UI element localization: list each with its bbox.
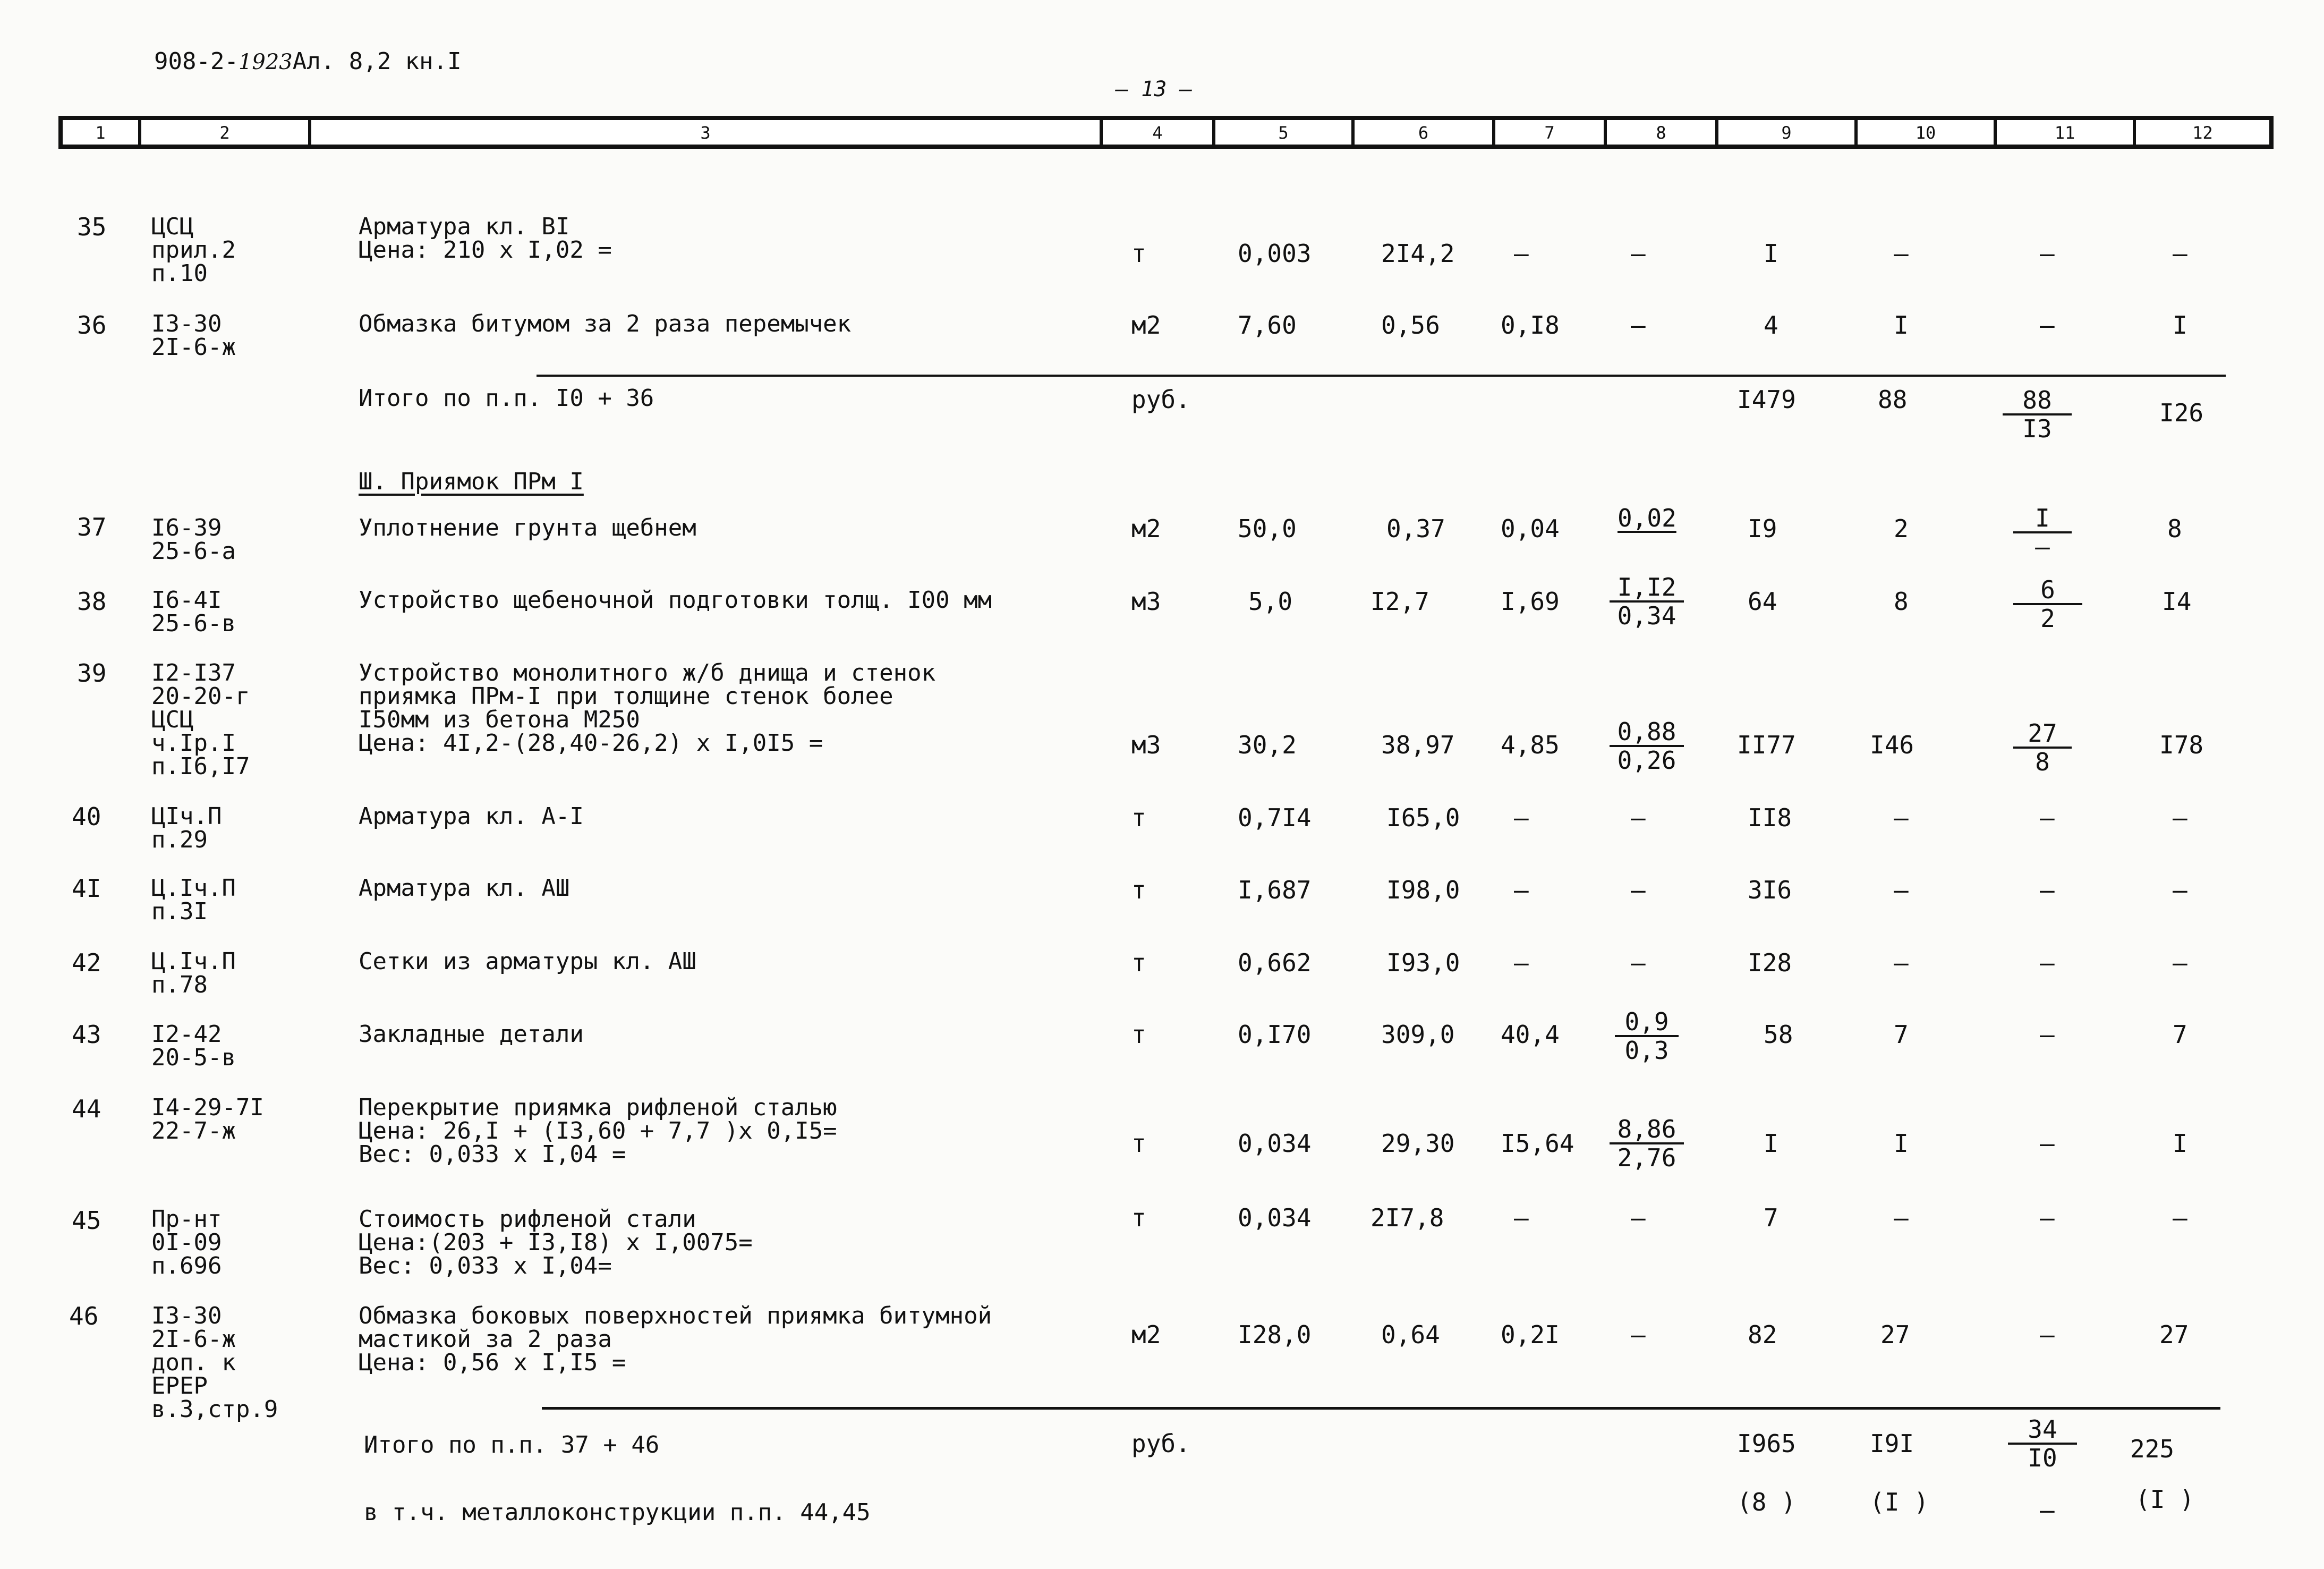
row-col8: –	[1631, 311, 1646, 340]
row-col11: –	[2040, 311, 2055, 340]
row-col9: 3I6	[1748, 876, 1792, 904]
row-col7: 40,4	[1501, 1020, 1560, 1049]
row-col8: –	[1631, 948, 1646, 977]
row-col9: I9	[1748, 514, 1777, 543]
row-col7: –	[1514, 803, 1529, 832]
col-7-header: 7	[1495, 120, 1607, 145]
row-unit: т	[1131, 948, 1146, 977]
row-number: 39	[77, 659, 107, 688]
col-2-header: 2	[141, 120, 311, 145]
subtotal-col12: I26	[2159, 398, 2204, 427]
row-price: I98,0	[1386, 876, 1460, 904]
row-col8-fraction: $\frac{0,88}{0,26}$	[1610, 718, 1684, 774]
row-description: Перекрытие приямка рифленой сталью Цена: 26,I + (I3,60 + 7,7 )х 0,I5= Вес: 0,033 х I,04 =	[359, 1094, 837, 1168]
row-quantity: 5,0	[1248, 587, 1293, 616]
row-price: 38,97	[1381, 731, 1455, 759]
row-price: 2I7,8	[1370, 1203, 1444, 1232]
row-quantity: 0,034	[1238, 1203, 1312, 1232]
row-col9: 64	[1748, 587, 1777, 616]
subtotal-label: Итого по п.п. I0 + 36	[359, 385, 654, 412]
doc-id-tail: Ал. 8,2 кн.I	[292, 48, 462, 75]
row-quantity: 0,003	[1238, 239, 1312, 268]
row-col12: I	[2173, 1129, 2187, 1158]
row-col12: –	[2173, 239, 2187, 268]
row-code: I6-4I 25-6-в	[151, 587, 236, 637]
row-description: Уплотнение грунта щебнем	[359, 514, 696, 541]
row-col12: I	[2173, 311, 2187, 340]
doc-id-handwritten: 1923	[238, 50, 293, 74]
col-3-header: 3	[311, 120, 1103, 145]
row-col11: –	[2040, 1020, 2055, 1049]
col-5-header: 5	[1215, 120, 1355, 145]
row-col12: –	[2173, 1203, 2187, 1232]
row-col11: –	[2040, 803, 2055, 832]
col-10-header: 10	[1858, 120, 1997, 145]
row-number: 40	[72, 802, 101, 831]
row-col12: 27	[2159, 1320, 2189, 1349]
row-unit: м2	[1131, 1320, 1161, 1349]
row-description: Закладные детали	[359, 1021, 584, 1048]
row-code: ЦСЦ прил.2 п.10	[151, 213, 236, 287]
row-code: Ц.Iч.П п.78	[151, 948, 236, 998]
row-col7: –	[1514, 239, 1529, 268]
col-11-header: 11	[1997, 120, 2136, 145]
row-description: Устройство щебеночной подготовки толщ. I00 мм	[359, 587, 992, 614]
row-unit: м3	[1131, 731, 1161, 759]
doc-id-prefix: 908-2-	[154, 48, 239, 75]
row-number: 44	[72, 1095, 101, 1123]
row-col10: –	[1894, 1203, 1909, 1232]
row-code: ЦIч.П п.29	[151, 803, 222, 853]
subtotal-col10: I9I	[1870, 1429, 1914, 1458]
row-col12: –	[2173, 876, 2187, 904]
row-col7: 0,I8	[1501, 311, 1560, 340]
row-number: 35	[77, 213, 107, 241]
row-col12: –	[2173, 948, 2187, 977]
row-unit: т	[1131, 876, 1146, 904]
metal-col9: (8 )	[1737, 1488, 1796, 1516]
row-col9: 7	[1764, 1203, 1778, 1232]
row-col9: I	[1764, 239, 1778, 268]
col-8-header: 8	[1607, 120, 1718, 145]
row-col8-fraction: $\frac{I,I2}{0,34}$	[1610, 574, 1684, 629]
row-col11: –	[2040, 948, 2055, 977]
metal-col10: (I )	[1870, 1488, 1929, 1516]
row-quantity: 30,2	[1238, 731, 1297, 759]
row-quantity: 0,I70	[1238, 1020, 1312, 1049]
row-price: 2I4,2	[1381, 239, 1455, 268]
row-col7: –	[1514, 1203, 1529, 1232]
subtotal-unit: руб.	[1131, 385, 1190, 414]
document-id	[154, 48, 462, 75]
row-col10: –	[1894, 876, 1909, 904]
row-col10: 2	[1894, 514, 1909, 543]
row-col7: –	[1514, 948, 1529, 977]
row-code: I3-30 2I-6-ж	[151, 310, 236, 361]
row-unit: т	[1131, 1020, 1146, 1049]
row-col11: –	[2040, 1320, 2055, 1349]
row-col10: –	[1894, 803, 1909, 832]
row-col12: 8	[2167, 514, 2182, 543]
row-col10: I46	[1870, 731, 1914, 759]
row-code: Ц.Iч.П п.3I	[151, 875, 236, 925]
metal-col11: –	[2040, 1496, 2055, 1524]
row-unit: т	[1131, 1203, 1146, 1232]
row-price: 309,0	[1381, 1020, 1455, 1049]
subtotal-col9: I965	[1737, 1429, 1796, 1458]
row-col7: 4,85	[1501, 731, 1560, 759]
row-col9: II8	[1748, 803, 1792, 832]
row-col7: I5,64	[1501, 1129, 1574, 1158]
row-col8: –	[1631, 1320, 1646, 1349]
row-col8: 0,02	[1618, 504, 1676, 532]
row-col12: I78	[2159, 731, 2204, 759]
col-12-header: 12	[2192, 123, 2213, 143]
row-col11-fraction: I –	[2013, 505, 2072, 560]
row-unit: т	[1131, 803, 1146, 832]
row-col8-fraction: $\frac{0,9}{0,3}$	[1615, 1008, 1679, 1064]
subtotal-rule	[537, 375, 2226, 377]
row-description: Сетки из арматуры кл. АШ	[359, 948, 696, 975]
row-quantity: 0,662	[1238, 948, 1312, 977]
subtotal-label: Итого по п.п. 37 + 46	[364, 1431, 660, 1458]
row-col7: I,69	[1501, 587, 1560, 616]
row-unit: м2	[1131, 311, 1161, 340]
row-number: 42	[72, 948, 101, 977]
row-description: Обмазка боковых поверхностей приямка битумной мастикой за 2 раза Цена: 0,56 х I,I5 =	[359, 1302, 992, 1376]
row-col11: –	[2040, 876, 2055, 904]
subtotal-col9: I479	[1737, 385, 1796, 414]
row-col10: –	[1894, 948, 1909, 977]
column-number-bar	[58, 116, 2274, 149]
row-col7: –	[1514, 876, 1529, 904]
row-unit: м3	[1131, 587, 1161, 616]
row-number: 4I	[72, 874, 101, 903]
row-description: Устройство монолитного ж/б днища и стенок приямка ПРм-I при толщине стенок более I50мм из бетона М250 Цена: 4I,2-(28,40-26,2) х I,0I5 =	[359, 659, 936, 757]
row-col8: –	[1631, 803, 1646, 832]
row-quantity: 0,034	[1238, 1129, 1312, 1158]
row-description: Обмазка битумом за 2 раза перемычек	[359, 310, 852, 337]
row-description: Арматура кл. А-I	[359, 803, 584, 830]
row-col9: 4	[1764, 311, 1778, 340]
row-col11-fraction: $\frac{6}{2}$	[2013, 576, 2082, 632]
col-6-header: 6	[1355, 120, 1495, 145]
subtotal-col11-fraction: $\frac{88}{I3}$	[2003, 387, 2072, 442]
row-col12: –	[2173, 803, 2187, 832]
row-code: I2-42 20-5-в	[151, 1021, 236, 1071]
row-col8-fraction: $\frac{8,86}{2,76}$	[1610, 1116, 1684, 1171]
row-col7: 0,2I	[1501, 1320, 1560, 1349]
row-price: 0,64	[1381, 1320, 1440, 1349]
subtotal-col10: 88	[1878, 385, 1908, 414]
row-unit: т	[1131, 239, 1146, 268]
row-col8: –	[1631, 1203, 1646, 1232]
row-quantity: 0,7I4	[1238, 803, 1312, 832]
row-col10: 8	[1894, 587, 1909, 616]
row-col9: I28	[1748, 948, 1792, 977]
row-price: 0,56	[1381, 311, 1440, 340]
row-price: 0,37	[1386, 514, 1445, 543]
row-quantity: 50,0	[1238, 514, 1297, 543]
row-code: Пр-нт 0I-09 п.696	[151, 1206, 222, 1279]
section-title: Ш. Приямок ПРм I	[359, 468, 584, 495]
row-number: 45	[72, 1206, 101, 1235]
row-code: I6-39 25-6-а	[151, 514, 236, 565]
row-number: 37	[77, 513, 107, 541]
row-quantity: I,687	[1238, 876, 1312, 904]
row-col9: 82	[1748, 1320, 1777, 1349]
row-col11: –	[2040, 239, 2055, 268]
col-4-header: 4	[1103, 120, 1215, 145]
row-price: I65,0	[1386, 803, 1460, 832]
row-col10: –	[1894, 239, 1909, 268]
row-col10: 7	[1894, 1020, 1909, 1049]
row-description: Арматура кл. АШ	[359, 875, 570, 902]
row-col8: –	[1631, 876, 1646, 904]
row-description: Арматура кл. BI Цена: 210 х I,02 =	[359, 213, 612, 264]
row-price: 29,30	[1381, 1129, 1455, 1158]
row-code: I3-30 2I-6-ж доп. к ЕРЕР в.3,стр.9	[151, 1302, 278, 1423]
row-col9: II77	[1737, 731, 1796, 759]
row-code: I2-I37 20-20-г ЦСЦ ч.Iр.I п.I6,I7	[151, 659, 250, 780]
row-quantity: 7,60	[1238, 311, 1297, 340]
row-description: Стоимость рифленой стали Цена:(203 + I3,I8) х I,0075= Вес: 0,033 х I,04=	[359, 1206, 753, 1279]
metal-col12: (I )	[2135, 1485, 2194, 1514]
row-col10: I	[1894, 1129, 1909, 1158]
row-col11: –	[2040, 1203, 2055, 1232]
row-number: 43	[72, 1020, 101, 1049]
row-col10: I	[1894, 311, 1909, 340]
row-col8: –	[1631, 239, 1646, 268]
col-1-header: 1	[63, 120, 141, 145]
row-col11: –	[2040, 1129, 2055, 1158]
row-col11-fraction: $\frac{27}{8}$	[2013, 720, 2072, 775]
subtotal-rule	[542, 1407, 2220, 1410]
subtotal-col11-fraction: $\frac{34}{I0}$	[2008, 1416, 2077, 1471]
row-col12: I4	[2162, 587, 2192, 616]
row-col9: 58	[1764, 1020, 1793, 1049]
col-9-header: 9	[1718, 120, 1858, 145]
row-quantity: I28,0	[1238, 1320, 1312, 1349]
row-unit: м2	[1131, 514, 1161, 543]
subtotal-col12: 225	[2130, 1435, 2175, 1463]
metal-label: в т.ч. металлоконструкции п.п. 44,45	[364, 1499, 871, 1526]
row-number: 46	[69, 1302, 99, 1330]
row-col9: I	[1764, 1129, 1778, 1158]
row-col10: 27	[1880, 1320, 1910, 1349]
row-col12: 7	[2173, 1020, 2187, 1049]
row-number: 38	[77, 587, 107, 616]
page-number: — 13 —	[1116, 77, 1193, 101]
row-col7: 0,04	[1501, 514, 1560, 543]
row-unit: т	[1131, 1129, 1146, 1158]
row-price: I93,0	[1386, 948, 1460, 977]
row-price: I2,7	[1370, 587, 1429, 616]
subtotal-unit: руб.	[1131, 1429, 1190, 1458]
row-number: 36	[77, 311, 107, 340]
row-code: I4-29-7I 22-7-ж	[151, 1094, 264, 1144]
